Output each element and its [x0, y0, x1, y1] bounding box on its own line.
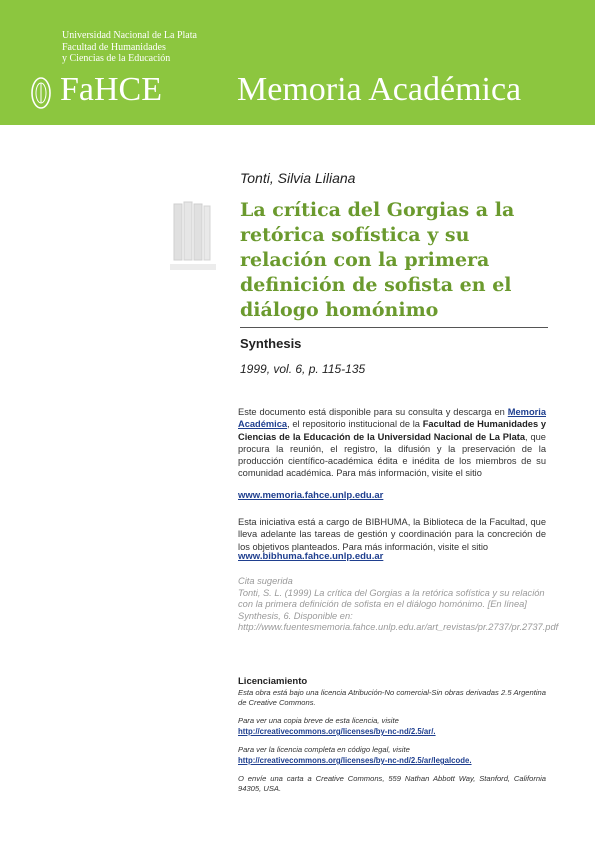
books-icon	[168, 198, 218, 278]
fahce-logo: FaHCE	[60, 71, 162, 108]
university-name: Universidad Nacional de La Plata	[62, 30, 197, 41]
availability-paragraph	[238, 406, 546, 480]
memoria-url-link[interactable]: www.memoria.fahce.unlp.edu.ar	[238, 490, 384, 501]
bibhuma-paragraph: Esta iniciativa está a cargo de BIBHUMA, la Biblioteca de la Facultad, que lleva adelante las tareas de gestión y coordinación para la concreción de los objetivos planteados. Para más información, visite el sitio	[238, 517, 546, 552]
license-full-label: Para ver la licencia completa en código legal, visite	[238, 745, 410, 754]
journal-name: Synthesis	[240, 336, 302, 351]
license-short-label: Para ver una copia breve de esta licencia, visite	[238, 716, 399, 725]
university-seal-icon	[30, 75, 52, 111]
para1-text: Este documento está disponible para su consulta y descarga en	[238, 407, 508, 417]
para1-text-mid: , el repositorio institucional de la	[287, 419, 423, 430]
memoria-link[interactable]: Memoria Académica	[238, 407, 546, 430]
faculty-name-line1: Facultad de Humanidades	[62, 42, 166, 53]
faculty-name-line2: y Ciencias de la Educación	[62, 53, 171, 64]
license-heading: Licenciamiento	[238, 676, 308, 687]
para1-text-post: , que procura la reunión, el registro, la difusión y la preservación de la producción científico-académica édita e inédita de los miembros de su comunidad académica. Para más información, visite el sitio	[238, 431, 546, 479]
author: Tonti, Silvia Liliana	[240, 170, 356, 186]
cita-heading: Cita sugerida	[238, 576, 293, 586]
bibhuma-url-link[interactable]: www.bibhuma.fahce.unlp.edu.ar	[238, 551, 384, 562]
faculty-bold: Facultad de Humanidades y Ciencias de la Educación de la Universidad Nacional de La Plata	[238, 419, 546, 442]
license-full-link[interactable]: http://creativecommons.org/licenses/by-nc-nd/2.5/ar/legalcode.	[238, 756, 472, 765]
license-text: Esta obra está bajo una licencia Atribución-No comercial-Sin obras derivadas 2.5 Argentina de Creative Commons.	[238, 688, 546, 707]
citation-details: 1999, vol. 6, p. 115-135	[240, 362, 366, 376]
license-short-link[interactable]: http://creativecommons.org/licenses/by-nc-nd/2.5/ar/.	[238, 727, 436, 736]
suggested-citation	[238, 576, 559, 634]
cita-text: Tonti, S. L. (1999) La crítica del Gorgias a la retórica sofística y su relación con la primera definición de sofista en el diálogo homónimo. [En línea] Synthesis, 6. Disponible en: http://www.fuentesmemoria.fahce.unlp.edu.ar/art_revistas/pr.2737/pr.2737.pdf	[238, 587, 559, 632]
license-address: O envíe una carta a Creative Commons, 559 Nathan Abbott Way, Stanford, California 94305, USA.	[238, 774, 546, 793]
header-banner	[0, 0, 595, 125]
divider	[240, 327, 548, 328]
article-title: La crítica del Gorgias a la retórica sofística y su relación con la primera definición de sofista en el diálogo homónimo	[240, 199, 515, 321]
repository-name: Memoria Académica	[237, 71, 522, 108]
